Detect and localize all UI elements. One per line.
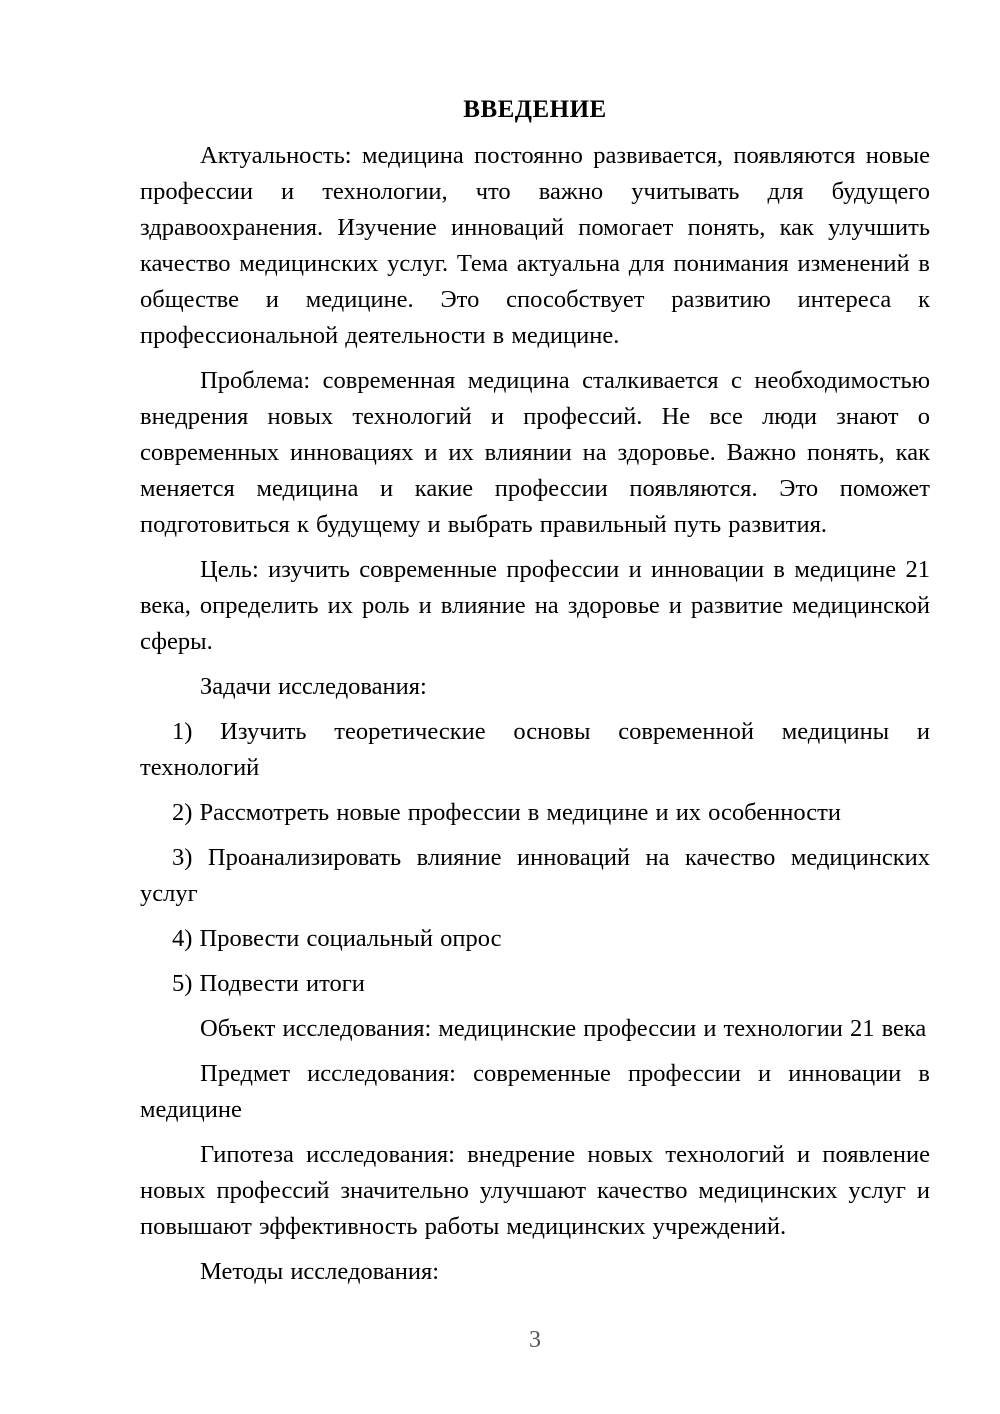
list-item: 3) Проанализировать влияние инноваций на качество медицинских услуг <box>140 844 930 907</box>
list-item: 2) Рассмотреть новые профессии в медицине и их особенности <box>172 799 841 826</box>
paragraph: Объект исследования: медицинские профессии и технологии 21 века <box>200 1015 927 1042</box>
paragraph: Методы исследования: <box>200 1258 440 1285</box>
page-title: ВВЕДЕНИЕ <box>463 96 607 123</box>
list-item: 4) Провести социальный опрос <box>172 925 502 952</box>
paragraph: Актуальность: медицина постоянно развивается, появляются новые профессии и технологии, что важно учитывать для будущего здравоохранения. Изучение инноваций помогает понять, как улучшить качество медицинских услуг. Тема актуальна для понимания изменений в обществе и медицине. Это способствует развитию интереса к профессиональной деятельности в медицине. <box>140 142 930 349</box>
paragraph: Цель: изучить современные профессии и инновации в медицине 21 века, определить их роль и влияние на здоровье и развитие медицинской сферы. <box>140 556 930 655</box>
list-item: 5) Подвести итоги <box>172 970 365 997</box>
document-body <box>140 138 930 1290</box>
page-number: 3 <box>529 1327 541 1353</box>
paragraph: Предмет исследования: современные профессии и инновации в медицине <box>140 1060 930 1123</box>
paragraph: Проблема: современная медицина сталкивается с необходимостью внедрения новых технологий и профессий. Не все люди знают о современных инновациях и их влиянии на здоровье. Важно понять, как меняется медицина и какие профессии появляются. Это поможет подготовиться к будущему и выбрать правильный путь развития. <box>140 367 930 538</box>
paragraph: Задачи исследования: <box>200 673 427 700</box>
paragraph: Гипотеза исследования: внедрение новых технологий и появление новых профессий значительно улучшают качество медицинских услуг и повышают эффективность работы медицинских учреждений. <box>140 1141 930 1240</box>
list-item: 1) Изучить теоретические основы современной медицины и технологий <box>140 718 930 781</box>
